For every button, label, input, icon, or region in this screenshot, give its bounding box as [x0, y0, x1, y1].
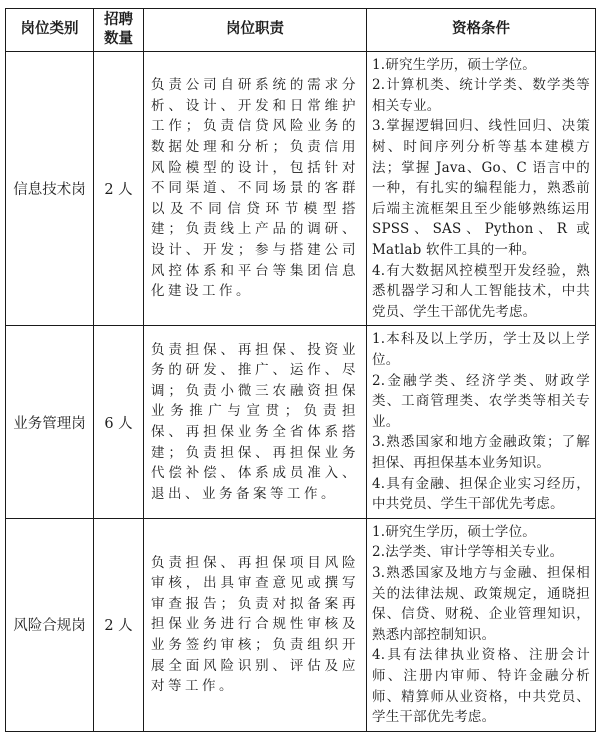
table-row: [6, 51, 596, 326]
qualification-item: 3.熟悉国家和地方金融政策；了解担保、再担保基本业务知识。: [372, 434, 590, 471]
position-category-cell: 风险合规岗: [6, 518, 94, 731]
duties-cell: [144, 518, 367, 731]
qualifications-cell: [367, 518, 596, 731]
duties-text: 负责担保、再担保、投资业务的研发、推广、运作、尽调；负责小微三农融资担保业务推广与宣贯；负责担保、再担保业务全省体系搭建；负责担保、再担保业务代偿补偿、体系成员准入、退出、业务备案等工作。: [151, 341, 359, 502]
qualification-item: 2.计算机类、统计学类、数学类等相关专业。: [372, 77, 590, 114]
recruit-count-cell: 2 人: [94, 518, 144, 731]
header-row: [6, 9, 596, 52]
qualification-item: 4.有大数据风控模型开发经验，熟悉机器学习和人工智能技术，中共党员、学生干部优先考虑。: [372, 262, 590, 320]
position-category-cell: 业务管理岗: [6, 326, 94, 518]
qualification-item: 4.具有金融、担保企业实习经历，中共党员、学生干部优先考虑。: [372, 475, 590, 513]
col-header-duties: 岗位职责: [144, 9, 367, 52]
col-header-position-category: 岗位类别: [6, 9, 94, 52]
table-row: [6, 326, 596, 518]
qualification-item: 3.熟悉国家及地方与金融、担保相关的法律法规、政策规定，通晓担保、信贷、财税、企业管理知识，熟悉内部控制知识。: [372, 564, 590, 643]
qualifications-cell: [367, 326, 596, 518]
qualifications-cell: [367, 51, 596, 326]
qualification-item: 3.掌握逻辑回归、线性回归、决策树、时间序列分析等基本建模方法；掌握 Java、Go、C 语言中的一种，有扎实的编程能力，熟悉前后端主流框架且至少能够熟练运用 SPSS、SAS、Python、R 或 Matlab 软件工具的一种。: [372, 118, 590, 259]
duties-text: 负责公司自研系统的需求分析、设计、开发和日常维护工作；负责信贷风险业务的数据处理和分析；负责信用风险模型的设计，包括针对不同渠道、不同场景的客群以及不同信贷环节模型搭建；负责线上产品的调研、设计、开发；参与搭建公司风控体系和平台等集团信息化建设工作。: [151, 77, 359, 300]
recruit-count-cell: 6 人: [94, 326, 144, 518]
col-header-recruit-count: 招聘数量: [94, 9, 144, 52]
recruitment-table: [5, 8, 596, 732]
table-row: [6, 518, 596, 731]
qualification-item: 4.具有法律执业资格、注册会计师、注册内审师、特许金融分析师、精算师从业资格，中共党员、学生干部优先考虑。: [372, 647, 590, 726]
duties-cell: [144, 51, 367, 326]
qualification-item: 2.金融学类、经济学类、财政学类、工商管理类、农学类等相关专业。: [372, 372, 590, 430]
col-header-qualifications: 资格条件: [367, 9, 596, 52]
duties-cell: [144, 326, 367, 518]
qualification-item: 1.本科及以上学历，学士及以上学位。: [372, 331, 590, 368]
recruit-count-cell: 2 人: [94, 51, 144, 326]
duties-text: 负责担保、再担保项目风险审核，出具审查意见或撰写审查报告；负责对拟备案再担保业务进行合规性审核及业务签约审核；负责组织开展全面风险识别、评估及应对等工作。: [151, 554, 359, 695]
qualification-item: 2.法学类、审计学等相关专业。: [372, 544, 564, 561]
qualification-item: 1.研究生学历，硕士学位。: [372, 523, 536, 540]
qualification-item: 1.研究生学历，硕士学位。: [372, 56, 536, 73]
position-category-cell: 信息技术岗: [6, 51, 94, 326]
